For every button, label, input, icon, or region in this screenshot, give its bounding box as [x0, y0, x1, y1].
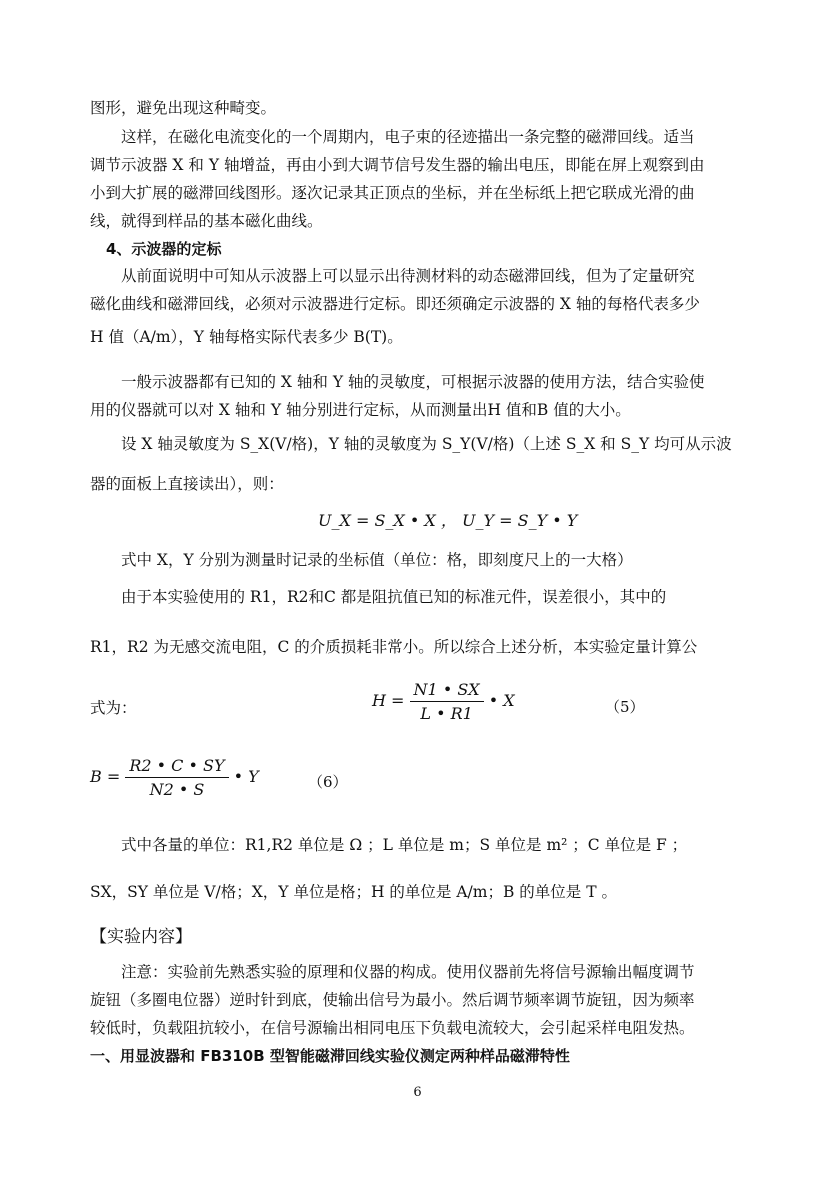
text-line: 图形，避免出现这种畸变。: [90, 99, 277, 117]
equation-tail: • X: [488, 691, 515, 710]
subsection-heading: 4、示波器的定标: [106, 240, 222, 258]
text-line: 调节示波器 X 和 Y 轴增益，再由小到大调节信号发生器的输出电压，即能在屏上观察到由: [90, 156, 705, 174]
equation-fraction: [125, 756, 228, 799]
equation-number: （6）: [308, 773, 348, 791]
text-line: 器的面板上直接读出），则：: [90, 475, 284, 493]
text-line: 式中 X，Y 分别为测量时记录的坐标值（单位：格，即刻度尺上的一大格）: [121, 551, 633, 569]
text-line: 式中各量的单位：R1,R2 单位是 Ω ；L 单位是 m；S 单位是 m² ；C 单位是 F ；: [121, 836, 688, 854]
text-line: 旋钮（多圈电位器）逆时针到底，使输出信号为最小。然后调节频率调节旋钮，因为频率: [90, 991, 695, 1009]
text-line: 较低时，负载阻抗较小，在信号源输出相同电压下负载电流较大，会引起采样电阻发热。: [90, 1019, 695, 1037]
text-line: 注意：实验前先熟悉实验的原理和仪器的构成。使用仪器前先将信号源输出幅度调节: [121, 963, 695, 981]
text-line: 小到大扩展的磁滞回线图形。逐次记录其正顶点的坐标，并在坐标纸上把它联成光滑的曲: [90, 184, 695, 202]
section-subheading: 一、用显波器和 FB310B 型智能磁滞回线实验仪测定两种样品磁滞特性: [90, 1047, 570, 1065]
equation-lhs: B =: [90, 767, 121, 786]
formula-sensitivity: U_X = S_X • X ， U_Y = S_Y • Y: [318, 511, 578, 530]
equation-6: [90, 756, 259, 799]
equation-numerator: R2 • C • SY: [125, 756, 228, 778]
text-line: R1，R2 为无感交流电阻，C 的介质损耗非常小。所以综合上述分析，本实验定量计算公: [90, 638, 698, 656]
text-line: 用的仪器就可以对 X 轴和 Y 轴分别进行定标，从而测量出H 值和B 值的大小。: [90, 401, 631, 419]
section-heading: 【实验内容】: [90, 927, 192, 947]
equation-numerator: N1 • SX: [410, 680, 484, 702]
text-line: 一般示波器都有已知的 X 轴和 Y 轴的灵敏度，可根据示波器的使用方法，结合实验使: [121, 373, 705, 391]
equation-denominator: L • R1: [420, 704, 473, 723]
text-line: 磁化曲线和磁滞回线，必须对示波器进行定标。即还须确定示波器的 X 轴的每格代表多少: [90, 295, 700, 313]
text-line: 式为：: [90, 699, 137, 717]
equation-denominator: N2 • S: [149, 780, 205, 799]
equation-fraction: [410, 680, 484, 723]
page-number: 6: [413, 1085, 422, 1100]
text-line: 由于本实验使用的 R1，R2和C 都是阻抗值已知的标准元件，误差很小，其中的: [121, 588, 667, 606]
text-line: 这样，在磁化电流变化的一个周期内，电子束的径迹描出一条完整的磁滞回线。适当: [121, 128, 695, 146]
equation-number: （5）: [605, 698, 645, 716]
text-line: 线，就得到样品的基本磁化曲线。: [90, 212, 323, 230]
text-line: 设 X 轴灵敏度为 S_X(V/格)，Y 轴的灵敏度为 S_Y(V/格)（上述 S_X 和 S_Y 均可从示波: [121, 435, 732, 453]
equation-tail: • Y: [233, 767, 259, 786]
text-line: 从前面说明中可知从示波器上可以显示出待测材料的动态磁滞回线，但为了定量研究: [121, 267, 695, 285]
equation-5: [372, 680, 515, 723]
equation-lhs: H =: [372, 691, 405, 710]
text-line: SX，SY 单位是 V/格；X，Y 单位是格；H 的单位是 A/m；B 的单位是 T 。: [90, 883, 617, 901]
text-line: H 值（A/m），Y 轴每格实际代表多少 B(T)。: [90, 328, 403, 346]
